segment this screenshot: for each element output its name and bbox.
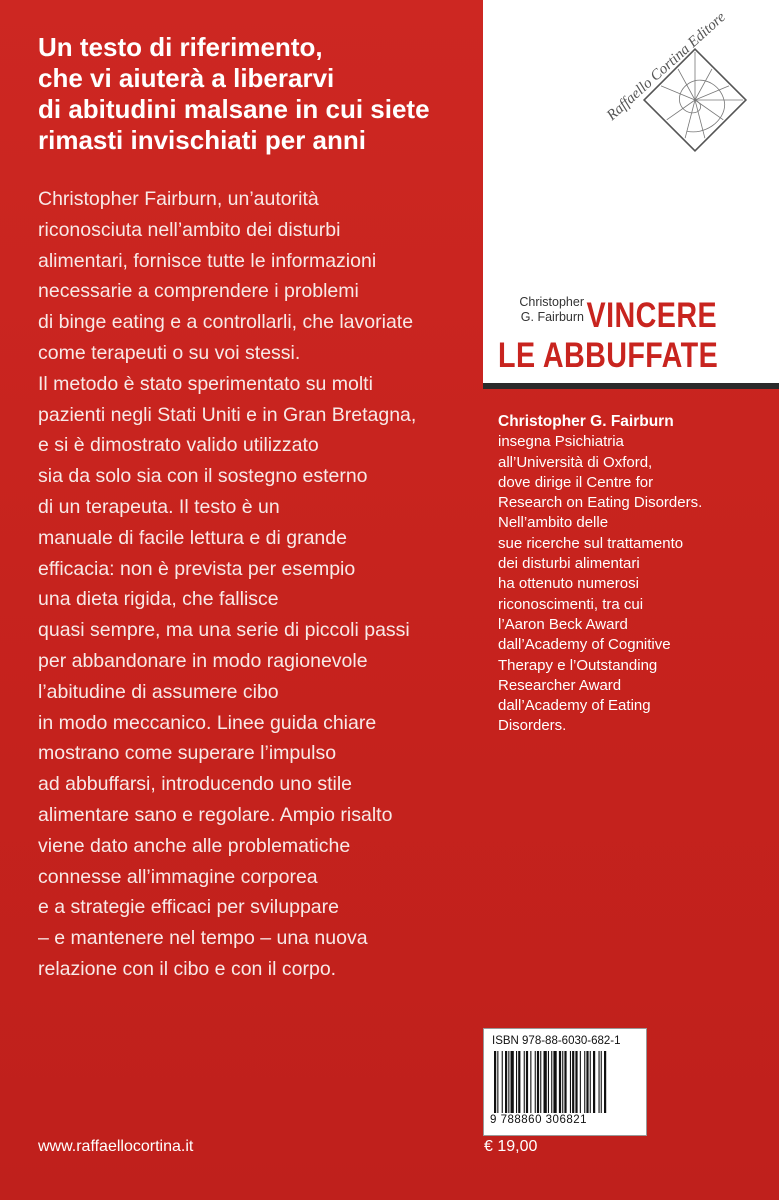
bio-line: Disorders. [498,717,567,735]
blurb-line: ad abbuffarsi, introducendo uno stile [38,773,353,796]
book-title-line: VINCERE [586,296,718,335]
headline-line: Un testo di riferimento, [38,32,323,62]
bio-line: Researcher Award [498,676,622,694]
blurb-line: l’abitudine di assumere cibo [38,680,279,703]
bio-line: l’Aaron Beck Award [498,615,628,633]
headline-line: rimasti invischiati per anni [38,125,366,155]
website-link[interactable]: www.raffaellocortina.it [38,1138,194,1155]
blurb-line: manuale di facile lettura e di grande [38,526,347,549]
blurb-line: Il metodo è stato sperimentato su molti [38,372,373,395]
barcode-icon [494,1051,636,1113]
blurb-line: pazienti negli Stati Uniti e in Gran Bretagna, [38,403,417,426]
publisher-logo-icon [583,22,763,172]
book-title [498,296,719,376]
blurb-line: una dieta rigida, che fallisce [38,588,279,611]
bio-line: insegna Psichiatria [498,433,624,451]
blurb-line: alimentari, fornisce tutte le informazioni [38,249,377,272]
bio-author-name: Christopher G. Fairburn [498,413,674,430]
author-bio [498,412,768,737]
blurb-line: di binge eating e a controllarli, che lavoriate [38,311,414,334]
bio-line: dei disturbi alimentari [498,555,640,573]
bio-line: all’Università di Oxford, [498,453,653,471]
blurb-line: e a strategie efficaci per sviluppare [38,896,339,919]
blurb-line: connesse all’immagine corporea [38,865,318,888]
publisher-name: Raffaello Cortina Editore [604,9,729,124]
bio-line: Nell’ambito delle [498,514,609,532]
barcode-digits: 9 788860 306821 [490,1114,588,1126]
blurb-line: mostrano come superare l’impulso [38,742,337,765]
blurb-line: necessarie a comprendere i problemi [38,280,359,303]
blurb-line: Christopher Fairburn, un’autorità [38,188,319,210]
isbn-text: ISBN 978-88-6030-682-1 [492,1035,621,1047]
cover-author-line: G. Fairburn [520,310,584,324]
blurb-line: sia da solo sia con il sostegno esterno [38,465,368,488]
bio-line: Therapy e l’Outstanding [498,656,658,674]
blurb-line: viene dato anche alle problematiche [38,834,351,857]
cover-author-line: Christopher [519,295,584,309]
bio-line: dove dirige il Centre for [498,473,654,491]
bio-line: sue ricerche sul trattamento [498,534,684,552]
headline [38,32,468,156]
blurb-text [38,184,478,985]
blurb-line: riconosciuta nell’ambito dei disturbi [38,218,341,241]
blurb-line: – e mantenere nel tempo – una nuova [38,927,368,950]
bio-line: riconoscimenti, tra cui [498,595,644,613]
blurb-line: relazione con il cibo e con il corpo. [38,957,337,980]
blurb-line: alimentare sano e regolare. Ampio risalto [38,803,393,826]
headline-line: di abitudini malsane in cui siete [38,94,430,124]
panel-divider [483,383,779,389]
blurb-line: come terapeuti o su voi stessi. [38,341,301,364]
price: € 19,00 [484,1138,538,1155]
blurb-line: efficacia: non è prevista per esempio [38,557,356,580]
bio-line: dall’Academy of Cognitive [498,636,671,654]
barcode-label [483,1028,647,1136]
bio-line: dall’Academy of Eating [498,697,651,715]
book-title-line: LE ABBUFFATE [498,336,719,375]
bio-line: ha ottenuto numerosi [498,575,639,593]
blurb-line: in modo meccanico. Linee guida chiare [38,711,377,734]
bio-line: Research on Eating Disorders. [498,494,703,512]
blurb-line: di un terapeuta. Il testo è un [38,495,280,518]
blurb-line: quasi sempre, ma una serie di piccoli passi [38,619,410,642]
headline-line: che vi aiuterà a liberarvi [38,63,335,93]
blurb-line: e si è dimostrato valido utilizzato [38,434,319,457]
blurb-line: per abbandonare in modo ragionevole [38,649,368,672]
